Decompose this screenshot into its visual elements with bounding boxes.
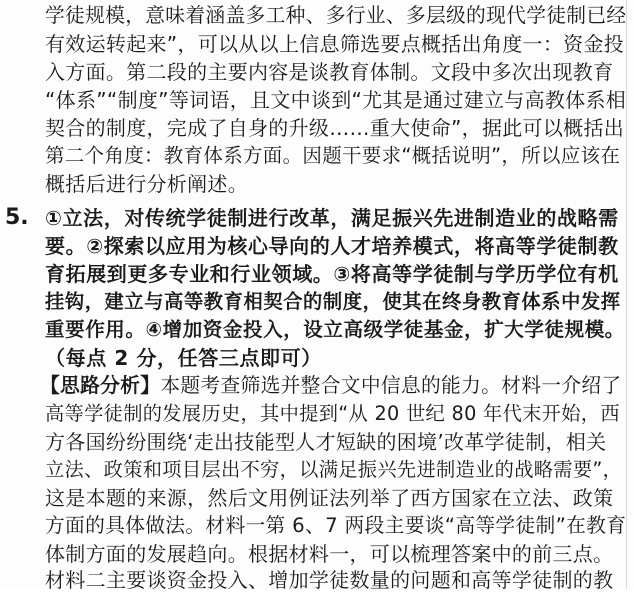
analysis-line: 材料二主要谈资金投入、增加学徒数量的问题和高等学徒制的教 bbox=[45, 568, 614, 592]
text-line: 第二个角度：教育体系方面。因题干要求“概括说明”，所以应该在 bbox=[45, 144, 621, 167]
analysis-line bbox=[40, 372, 621, 400]
answer-line: 要。②探索以应用为核心导向的人才培养模式，将高等学徒制教 bbox=[45, 234, 619, 258]
text-line: “体系”“制度”等词语，且文中谈到“尤其是通过建立与高教体系相 bbox=[45, 88, 627, 112]
text-line: 契合的制度，完成了自身的升级……重大使命”，据此可以概括出 bbox=[45, 116, 625, 140]
question-number: 5. bbox=[5, 205, 29, 230]
scoring-note: （每点 2 分，任答三点即可） bbox=[45, 346, 322, 370]
text-line: 学徒规模，意味着涵盖多工种、多行业、多层级的现代学徒制已经 bbox=[45, 4, 627, 27]
analysis-tag: 【思路分析】 bbox=[40, 374, 161, 397]
analysis-line: 立法、政策和项目层出不穷，以满足振兴先进制造业的战略需要”， bbox=[45, 458, 623, 481]
answer-line: ①立法，对传统学徒制进行改革，满足振兴先进制造业的战略需 bbox=[45, 206, 619, 230]
text-line: 入方面。第二段的主要内容是谈教育体制。文段中多次出现教育 bbox=[45, 60, 614, 84]
answer-line: 挂钩，建立与高等教育相契合的制度，使其在终身教育体系中发挥 bbox=[45, 290, 621, 313]
analysis-line: 体制方面的发展趋向。根据材料一，可以梳理答案中的前三点。 bbox=[45, 542, 614, 566]
analysis-text: 本题考查筛选并整合文中信息的能力。材料一介绍了 bbox=[160, 374, 622, 397]
analysis-line: 高等学徒制的发展历史，其中提到“从 20 世纪 80 年代末开始，西 bbox=[45, 402, 620, 425]
page-edge bbox=[626, 0, 627, 589]
answer-line: 育拓展到更多专业和行业领域。③将高等学徒制与学历学位有机 bbox=[45, 262, 619, 286]
answer-line: 重要作用。④增加资金投入，设立高级学徒基金，扩大学徒规模。 bbox=[45, 318, 625, 341]
text-line: 概括后进行分析阐述。 bbox=[45, 172, 248, 196]
analysis-line: 方各国纷纷围绕‘走出技能型人才短缺的困境’改革学徒制，相关 bbox=[45, 430, 607, 454]
text-line: 有效运转起来”，可以从以上信息筛选要点概括出角度一：资金投 bbox=[45, 32, 625, 56]
analysis-line: 这是本题的来源，然后文用例证法列举了西方国家在立法、政策 bbox=[45, 486, 614, 510]
analysis-line: 方面的具体做法。材料一第 6、7 两段主要谈“高等学徒制”在教育 bbox=[45, 514, 627, 537]
